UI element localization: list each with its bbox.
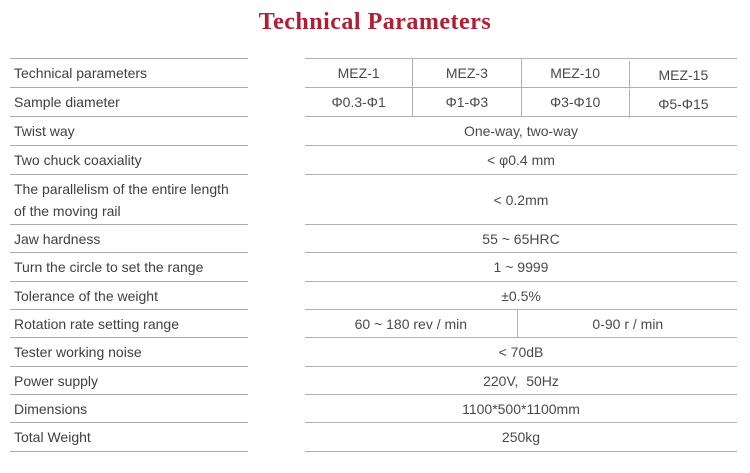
table-row xyxy=(10,146,737,175)
param-value-cell: ±0.5% xyxy=(501,287,541,304)
column-gap xyxy=(248,58,305,88)
param-value-row xyxy=(305,367,737,395)
model-header-row xyxy=(305,58,737,88)
column-gap xyxy=(248,88,305,117)
table-row xyxy=(10,423,737,452)
model-header-cell: MEZ-10 xyxy=(521,59,629,87)
table-row xyxy=(10,58,737,88)
param-value-cell: Φ3-Φ10 xyxy=(521,88,629,116)
column-gap xyxy=(248,310,305,338)
table-row xyxy=(10,282,737,310)
param-value-row xyxy=(305,395,737,423)
param-value-row xyxy=(305,175,737,225)
param-label: Turn the circle to set the range xyxy=(10,253,248,282)
table-row xyxy=(10,175,737,225)
model-header-cell: MEZ-15 xyxy=(629,61,737,89)
spec-table xyxy=(10,58,737,452)
param-label: Tolerance of the weight xyxy=(10,282,248,310)
param-value-row xyxy=(305,225,737,253)
column-gap xyxy=(248,225,305,253)
param-label-line: of the moving rail xyxy=(14,202,121,219)
table-row xyxy=(10,338,737,367)
param-label: Dimensions xyxy=(10,395,248,423)
param-value-cell: Φ1-Φ3 xyxy=(412,88,520,116)
param-label: Power supply xyxy=(10,367,248,395)
param-value-cell: 1100*500*1100mm xyxy=(462,400,580,417)
param-value-row xyxy=(305,338,737,367)
param-value-cell: < 70dB xyxy=(498,344,544,360)
column-gap xyxy=(248,338,305,367)
param-value-row xyxy=(305,310,737,338)
page-title: Technical Parameters xyxy=(258,9,492,35)
param-value-row xyxy=(305,282,737,310)
param-value-cell: < 0.2mm xyxy=(493,191,549,208)
table-row xyxy=(10,117,737,146)
column-gap xyxy=(248,367,305,395)
column-gap xyxy=(248,175,305,225)
table-row xyxy=(10,253,737,282)
param-value-cell: 55 ~ 65HRC xyxy=(482,230,560,247)
param-label: Rotation rate setting range xyxy=(10,310,248,338)
param-value-cell: Φ5-Φ15 xyxy=(629,90,737,118)
column-gap xyxy=(248,146,305,175)
param-label: Two chuck coaxiality xyxy=(10,146,248,175)
model-header-cell: MEZ-3 xyxy=(412,59,520,87)
table-row xyxy=(10,225,737,253)
param-label: Total Weight xyxy=(10,423,248,452)
column-gap xyxy=(248,253,305,282)
table-row xyxy=(10,395,737,423)
param-value-cell: One-way, two-way xyxy=(463,123,579,139)
column-gap xyxy=(248,423,305,452)
table-row xyxy=(10,88,737,117)
param-label-line: The parallelism of the entire length xyxy=(14,180,229,197)
param-value-cell: 1 ~ 9999 xyxy=(493,259,549,275)
param-label: Jaw hardness xyxy=(10,225,248,253)
param-label: Technical parameters xyxy=(10,58,248,88)
param-value-cell: 60 ~ 180 rev / min xyxy=(354,315,468,332)
param-value-cell: 250kg xyxy=(501,429,541,445)
param-value-row xyxy=(305,253,737,282)
param-value-row xyxy=(305,423,737,452)
column-gap xyxy=(248,117,305,146)
param-value-row xyxy=(305,117,737,146)
param-value-row xyxy=(305,88,737,117)
param-label: Sample diameter xyxy=(10,88,248,117)
param-label xyxy=(10,175,248,225)
model-header-cell: MEZ-1 xyxy=(337,65,380,81)
column-gap xyxy=(248,395,305,423)
param-label: Tester working noise xyxy=(10,338,248,367)
param-label: Twist way xyxy=(10,117,248,146)
table-row xyxy=(10,310,737,338)
table-row xyxy=(10,367,737,395)
param-value-cell: 220V, 50Hz xyxy=(483,372,559,389)
param-value-cell: 0-90 r / min xyxy=(517,310,738,337)
column-gap xyxy=(248,282,305,310)
param-value-row xyxy=(305,146,737,175)
param-value-cell: < φ0.4 mm xyxy=(487,152,555,168)
param-value-cell: Φ0.3-Φ1 xyxy=(331,94,386,110)
